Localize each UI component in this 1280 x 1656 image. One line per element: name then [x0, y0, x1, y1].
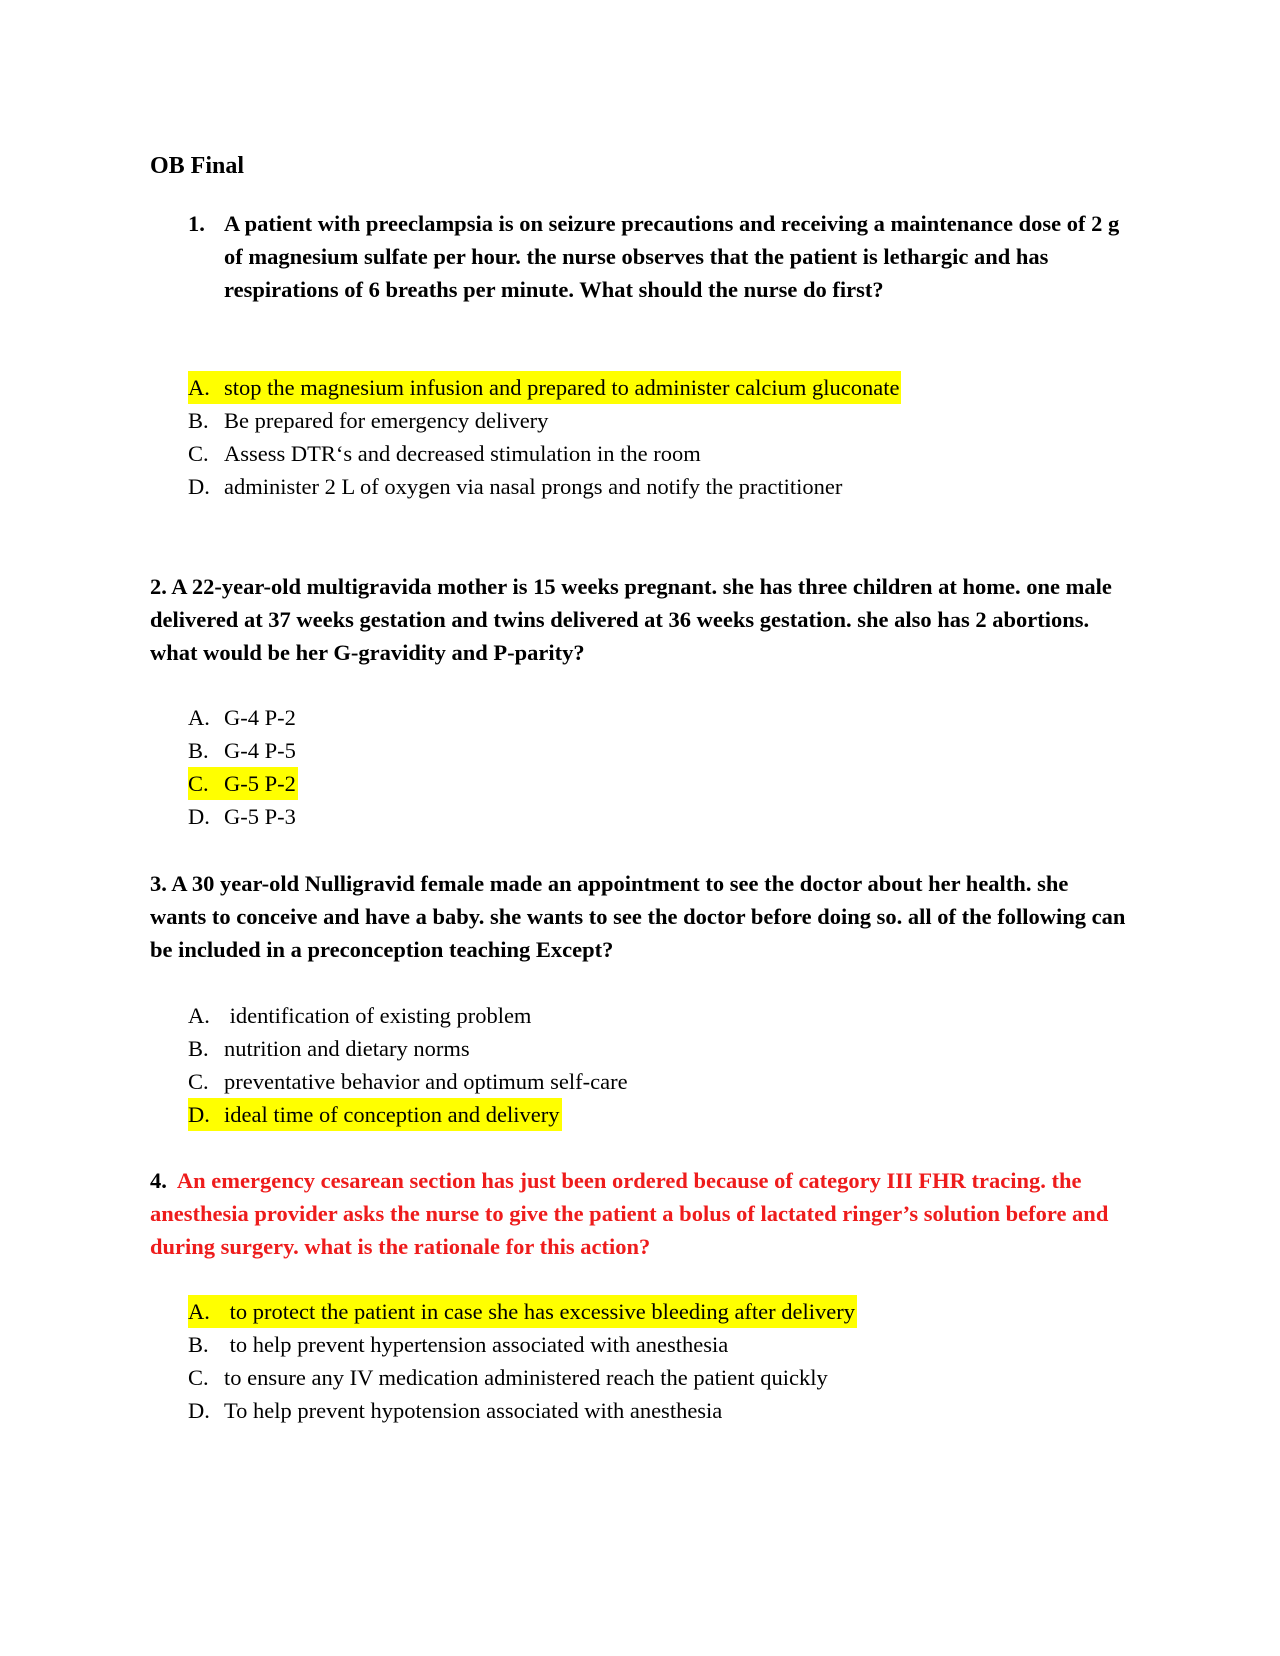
answer-option-a: [188, 1295, 857, 1328]
option-text: To help prevent hypotension associated with anesthesia: [224, 1398, 723, 1423]
question-text: A 22-year-old multigravida mother is 15 weeks pregnant. she has three children at home. one male delivered at 37 weeks gestation and twins delivered at 36 weeks gestation. she also has 2 abortions. what would be her G-gravidity and P-parity?: [150, 574, 1112, 665]
answer-option-b: [188, 1328, 857, 1361]
question-number: 1.: [188, 211, 205, 236]
answer-options-2: [188, 701, 298, 833]
answer-option-d: [188, 1394, 857, 1427]
option-text: G-5 P-3: [224, 804, 296, 829]
question-number: 3.: [150, 871, 167, 896]
highlighted-answer: [188, 767, 298, 800]
option-text: nutrition and dietary norms: [224, 1036, 470, 1061]
option-letter: B.: [188, 738, 209, 763]
question-1: [150, 207, 1140, 306]
option-letter: C.: [188, 441, 209, 466]
option-text: Assess DTR‘s and decreased stimulation in the room: [224, 441, 701, 466]
highlighted-answer: [188, 371, 901, 404]
document-title: OB Final: [150, 153, 245, 179]
question-2: [150, 570, 1130, 669]
option-text: to ensure any IV medication administered reach the patient quickly: [224, 1365, 828, 1390]
answer-option-b: [188, 1032, 630, 1065]
option-text: G-4 P-5: [224, 738, 296, 763]
highlighted-answer: [188, 1098, 562, 1131]
option-text: administer 2 L of oxygen via nasal prongs and notify the practitioner: [224, 474, 843, 499]
option-letter: C.: [188, 1365, 209, 1390]
option-letter: D.: [188, 1102, 210, 1127]
question-number: 2.: [150, 574, 167, 599]
answer-option-d: [188, 800, 298, 833]
highlighted-answer: [188, 1295, 857, 1328]
option-letter: D.: [188, 804, 210, 829]
option-letter: D.: [188, 474, 210, 499]
question-text: A patient with preeclampsia is on seizure precautions and receiving a maintenance dose of 2 g of magnesium sulfate per hour. the nurse observes that the patient is lethargic and has respirations of 6 breaths per minute. What should the nurse do first?: [224, 211, 1120, 302]
question-text: An emergency cesarean section has just been ordered because of category III FHR tracing. the anesthesia provider asks the nurse to give the patient a bolus of lactated ringer’s solution before and during surgery. what is the rationale for this action?: [150, 1168, 1109, 1259]
answer-option-c: [188, 437, 901, 470]
option-text: identification of existing problem: [224, 1003, 532, 1028]
question-3: [150, 867, 1130, 966]
option-letter: B.: [188, 1332, 209, 1357]
answer-option-d: [188, 470, 901, 503]
option-text: preventative behavior and optimum self-care: [224, 1069, 628, 1094]
answer-option-a: [188, 701, 298, 734]
option-letter: B.: [188, 408, 209, 433]
answer-option-b: [188, 734, 298, 767]
answer-option-b: [188, 404, 901, 437]
answer-option-c: [188, 1361, 857, 1394]
question-4: [150, 1164, 1130, 1263]
option-letter: A.: [188, 705, 210, 730]
option-letter: A.: [188, 1003, 210, 1028]
answer-options-1: [188, 371, 901, 503]
question-number: 4.: [150, 1168, 167, 1193]
option-letter: A.: [188, 375, 210, 400]
option-text: to help prevent hypertension associated with anesthesia: [224, 1332, 729, 1357]
option-letter: C.: [188, 771, 209, 796]
option-letter: C.: [188, 1069, 209, 1094]
answer-options-4: [188, 1295, 857, 1427]
question-text: A 30 year-old Nulligravid female made an appointment to see the doctor about her health. she wants to conceive and have a baby. she wants to see the doctor before doing so. all of the following can be included in a preconception teaching Except?: [150, 871, 1126, 962]
answer-option-a: [188, 999, 630, 1032]
option-text: stop the magnesium infusion and prepared to administer calcium gluconate: [224, 375, 900, 400]
answer-option-c: [188, 1065, 630, 1098]
answer-option-a: [188, 371, 901, 404]
answer-option-d: [188, 1098, 630, 1131]
option-text: Be prepared for emergency delivery: [224, 408, 549, 433]
option-letter: A.: [188, 1299, 210, 1324]
option-text: ideal time of conception and delivery: [224, 1102, 560, 1127]
answer-options-3: [188, 999, 630, 1131]
option-letter: D.: [188, 1398, 210, 1423]
option-letter: B.: [188, 1036, 209, 1061]
option-text: G-5 P-2: [224, 771, 296, 796]
answer-option-c: [188, 767, 298, 800]
option-text: to protect the patient in case she has excessive bleeding after delivery: [224, 1299, 855, 1324]
option-text: G-4 P-2: [224, 705, 296, 730]
